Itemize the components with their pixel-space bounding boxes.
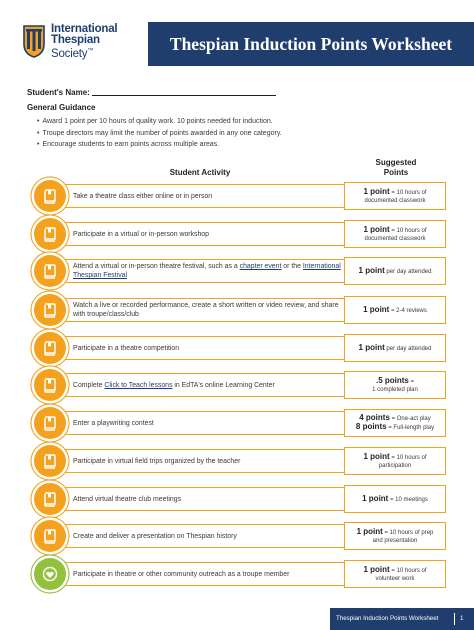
activity-row: [34, 369, 444, 401]
general-guidance-list: [37, 116, 282, 151]
activity-row: [34, 255, 444, 287]
activity-row: [34, 332, 444, 364]
activity-text-part: in EdTA's online Learning Center: [172, 381, 275, 389]
logo-wordmark: [51, 24, 146, 60]
thespian-crest-icon: [22, 24, 46, 58]
activity-text-part: Complete: [73, 381, 105, 389]
activity-row: [34, 407, 444, 439]
points-value: 1 point: [356, 526, 383, 536]
activity-bar: [48, 562, 366, 586]
activity-bar: [48, 298, 366, 322]
points-box: [344, 447, 446, 475]
click-to-teach-link[interactable]: Click to Teach lessons: [104, 381, 173, 389]
page-title: Thespian Induction Points Worksheet: [169, 34, 453, 54]
points-line: [364, 197, 425, 205]
student-name-field[interactable]: [27, 88, 276, 97]
international-thespian-festival-link[interactable]: International Thespian Festival: [73, 263, 341, 279]
activity-row: [34, 294, 444, 326]
header: [0, 0, 474, 70]
guidance-item: • Troupe directors may limit the number of points awarded in any one category.: [37, 128, 282, 140]
activity-bar: [48, 411, 366, 435]
points-value: 1 point: [363, 224, 390, 234]
points-box: [344, 296, 446, 324]
points-value: 1 point: [362, 493, 389, 503]
activity-bar: [48, 222, 366, 246]
logo: [22, 24, 144, 64]
chapter-event-link[interactable]: chapter event: [239, 263, 282, 270]
points-value: 1 point: [358, 265, 385, 275]
points-detail: documented classwork: [364, 197, 426, 204]
points-box: [344, 560, 446, 588]
points-detail: participation: [378, 462, 412, 469]
activity-bar: [48, 259, 366, 283]
activity-row: [34, 180, 444, 212]
points-box: [344, 371, 446, 399]
points-detail: = 10 hours of: [389, 189, 427, 196]
activity-bar: [48, 524, 366, 548]
activity-text: [73, 374, 343, 396]
activity-text: Participate in virtual field trips organized by the teacher: [73, 457, 241, 465]
book-icon: [34, 294, 66, 326]
title-banner: [148, 22, 474, 66]
activity-text: Participate in theatre or other community outreach as a troupe member: [73, 570, 290, 578]
points-value: 1 point: [358, 342, 385, 352]
points-line: [363, 226, 426, 235]
column-header-activity: Student Activity: [169, 168, 231, 177]
points-box: [344, 257, 446, 285]
activity-bar: [48, 336, 366, 360]
points-box: [344, 220, 446, 248]
logo-line-3: Society: [51, 47, 88, 60]
points-line: [375, 575, 414, 583]
points-line: [372, 386, 418, 394]
points-value: 8 points: [355, 422, 387, 431]
book-icon: [34, 483, 66, 515]
points-detail: = 2-4 reviews: [389, 307, 427, 314]
activity-text: Attend virtual theatre club meetings: [73, 495, 182, 503]
activity-text: Take a theatre class either online or in person: [73, 192, 213, 200]
book-icon: [34, 255, 66, 287]
points-detail: per day attended: [384, 268, 432, 275]
points-detail: = 10 hours of: [389, 227, 427, 234]
book-icon: [34, 180, 66, 212]
book-icon: [34, 369, 66, 401]
activity-text-part: Attend a virtual or in-person theatre festival, such as a: [73, 263, 240, 270]
points-line: [359, 267, 432, 276]
points-value: .5 points: [375, 375, 409, 385]
points-box: [344, 485, 446, 513]
book-icon: [34, 332, 66, 364]
activity-row: [34, 218, 444, 250]
guidance-item: • Encourage students to earn points across multiple areas.: [37, 139, 282, 151]
points-detail: documented classwork: [364, 235, 426, 242]
globe-heart-icon: [34, 558, 66, 590]
activity-text: Participate in a theatre competition: [73, 344, 180, 352]
points-value: 1 point: [363, 564, 390, 574]
points-line: [356, 423, 434, 432]
points-value: 4 points: [359, 413, 390, 422]
activity-text: Participate in a virtual or in-person workshop: [73, 230, 209, 238]
activity-text: [73, 260, 343, 282]
points-line: [362, 495, 428, 504]
activity-row: [34, 520, 444, 552]
book-icon: [34, 218, 66, 250]
points-box: [344, 522, 446, 550]
points-value: 1 point: [363, 186, 390, 196]
points-value: 1 point: [363, 304, 390, 314]
points-detail: = Full-length play: [386, 425, 435, 431]
points-detail: = 10 hours of: [389, 454, 427, 461]
activity-bar: [48, 449, 366, 473]
points-line: [363, 306, 427, 315]
points-line: [363, 453, 426, 462]
points-line: [359, 344, 432, 353]
points-line: [364, 235, 425, 243]
points-box: [344, 334, 446, 362]
points-value: 1 point: [363, 451, 390, 461]
activity-text: Watch a live or recorded performance, create a short written or video review, and share with troupe/class/club: [73, 302, 339, 318]
activity-row: [34, 558, 444, 590]
points-detail: = 10 meetings: [388, 496, 428, 503]
points-detail: and presentation: [372, 537, 418, 544]
activity-row: [34, 483, 444, 515]
page-number: 1: [460, 615, 464, 622]
activity-text: Create and deliver a presentation on Thespian history: [73, 532, 237, 540]
activity-text-part: or the: [281, 263, 303, 270]
activity-text: Enter a playwriting contest: [73, 419, 154, 427]
points-box: [344, 182, 446, 210]
logo-trademark: ™: [87, 48, 94, 54]
activity-bar: [48, 184, 366, 208]
book-icon: [34, 407, 66, 439]
points-detail: = 10 hours of prep: [382, 529, 434, 536]
book-icon: [34, 520, 66, 552]
logo-line-1: International: [51, 23, 118, 35]
activity-bar: [48, 487, 366, 511]
footer-title: Thespian Induction Points Worksheet: [336, 615, 439, 622]
points-header-line-1: Suggested: [375, 158, 417, 167]
points-detail: =: [408, 378, 415, 385]
points-detail: = 10 hours of: [389, 567, 427, 574]
student-name-blank[interactable]: [92, 88, 276, 96]
book-icon: [34, 445, 66, 477]
points-line: [363, 188, 426, 197]
points-box: [344, 409, 446, 437]
points-header-line-2: Points: [383, 168, 409, 177]
general-guidance-title: General Guidance: [27, 103, 96, 112]
points-detail: volunteer work: [375, 575, 415, 582]
footer-divider: [454, 613, 455, 625]
logo-line-2: Thespian: [51, 34, 100, 46]
guidance-item: • Award 1 point per 10 hours of quality work. 10 points needed for induction.: [37, 116, 282, 128]
points-line: [376, 377, 414, 386]
points-detail: = One-act play: [389, 416, 431, 422]
student-name-label: Student's Name:: [27, 88, 90, 97]
activity-row: [34, 445, 444, 477]
points-line: [363, 566, 426, 575]
points-line: [373, 537, 418, 545]
points-line: [357, 528, 434, 537]
points-line: [379, 462, 411, 470]
points-detail: per day attended: [384, 345, 432, 352]
column-header-points: [346, 158, 446, 178]
points-detail: 1 completed plan: [372, 386, 418, 393]
footer: [330, 608, 474, 630]
activity-bar: [48, 373, 366, 397]
